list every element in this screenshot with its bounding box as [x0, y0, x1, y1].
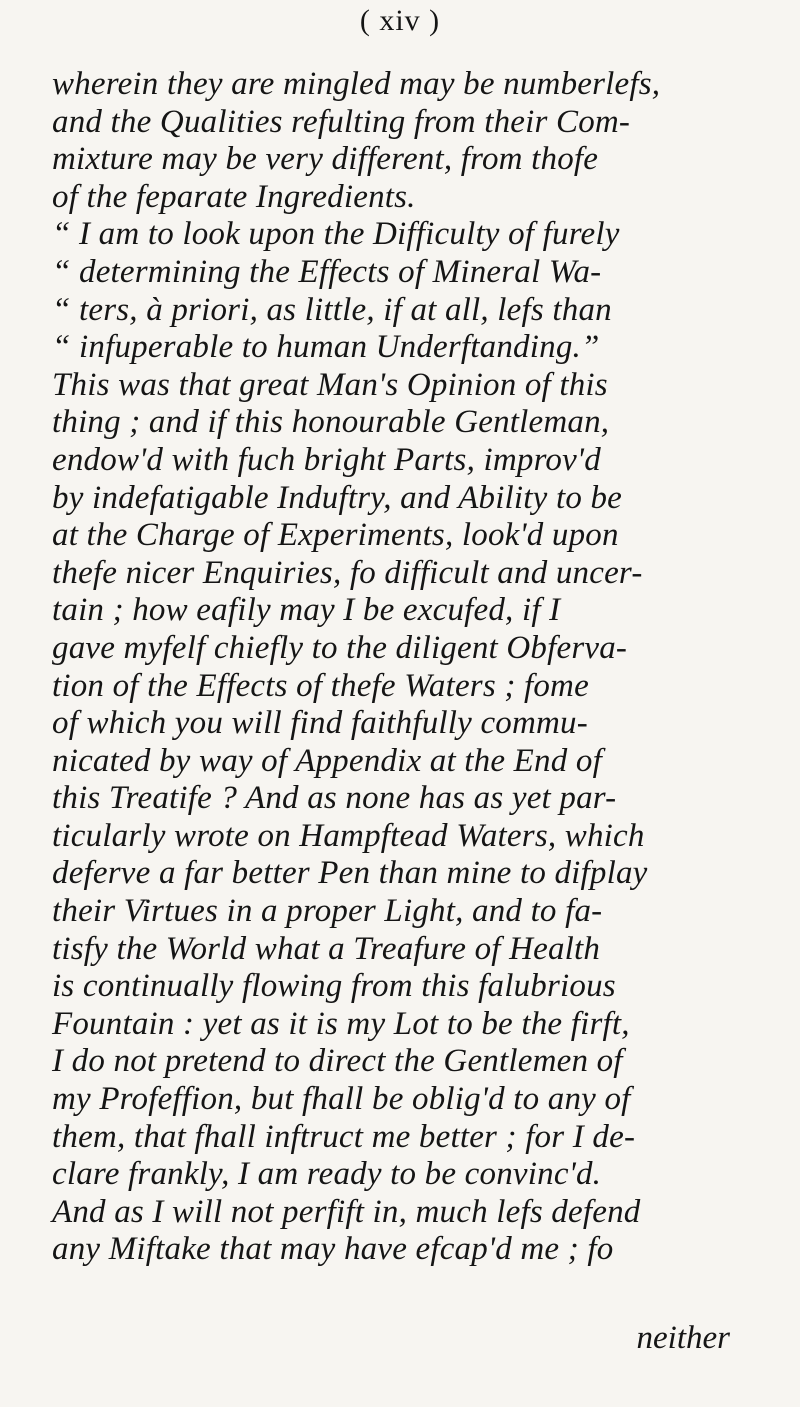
text-line: this Treatife ? And as none has as yet par- [52, 780, 617, 817]
text-line: thing ; and if this honourable Gentleman, [52, 404, 610, 441]
text-line: is continually flowing from this falubrious [52, 968, 616, 1005]
text-line: “ I am to look upon the Difficulty of furely [52, 216, 620, 253]
text-line: thefe nicer Enquiries, fo difficult and uncer- [52, 554, 643, 591]
text-line: mixture may be very different, from thofe [52, 141, 599, 178]
text-line: nicated by way of Appendix at the End of [52, 742, 602, 779]
text-line: “ ters, à priori, as little, if at all, lefs than [52, 291, 612, 328]
text-line: them, that fhall inftruct me better ; for I de- [52, 1118, 636, 1155]
catchword: neither [636, 1320, 730, 1356]
text-line: “ determining the Effects of Mineral Wa- [52, 253, 602, 290]
text-line: any Miftake that may have efcap'd me ; fo [52, 1231, 614, 1268]
text-line: by indefatigable Induftry, and Ability to be [52, 479, 623, 516]
text-line: And as I will not perfift in, much lefs defend [52, 1193, 641, 1230]
text-line: Fountain : yet as it is my Lot to be the firft, [52, 1005, 630, 1042]
body-text [52, 66, 772, 1269]
text-line: tisfy the World what a Treafure of Health [52, 930, 601, 967]
text-line: “ infuperable to human Underftanding.” [52, 329, 600, 366]
text-line: This was that great Man's Opinion of this [52, 366, 608, 403]
text-line: clare frankly, I am ready to be convinc'd. [52, 1156, 602, 1193]
text-line: endow'd with fuch bright Parts, improv'd [52, 441, 601, 478]
text-line: my Profeffion, but fhall be oblig'd to any of [52, 1081, 631, 1118]
text-line: at the Charge of Experiments, look'd upon [52, 517, 619, 554]
text-line: their Virtues in a proper Light, and to fa- [52, 893, 603, 930]
text-line: deferve a far better Pen than mine to difplay [52, 855, 648, 892]
text-line: of which you will find faithfully commu- [52, 705, 588, 742]
text-line: of the feparate Ingredients. [52, 178, 416, 215]
text-line: gave myfelf chiefly to the diligent Obferva- [52, 629, 628, 666]
page-number-header: ( xiv ) [359, 4, 441, 37]
text-line: wherein they are mingled may be numberlefs, [52, 66, 661, 102]
text-line: tion of the Effects of thefe Waters ; fome [52, 667, 589, 704]
text-line: and the Qualities refulting from their Com- [52, 103, 631, 140]
text-line: tain ; how eafily may I be excufed, if I [52, 592, 561, 629]
text-line: ticularly wrote on Hampftead Waters, which [52, 817, 645, 854]
text-line: I do not pretend to direct the Gentlemen of [52, 1043, 623, 1080]
